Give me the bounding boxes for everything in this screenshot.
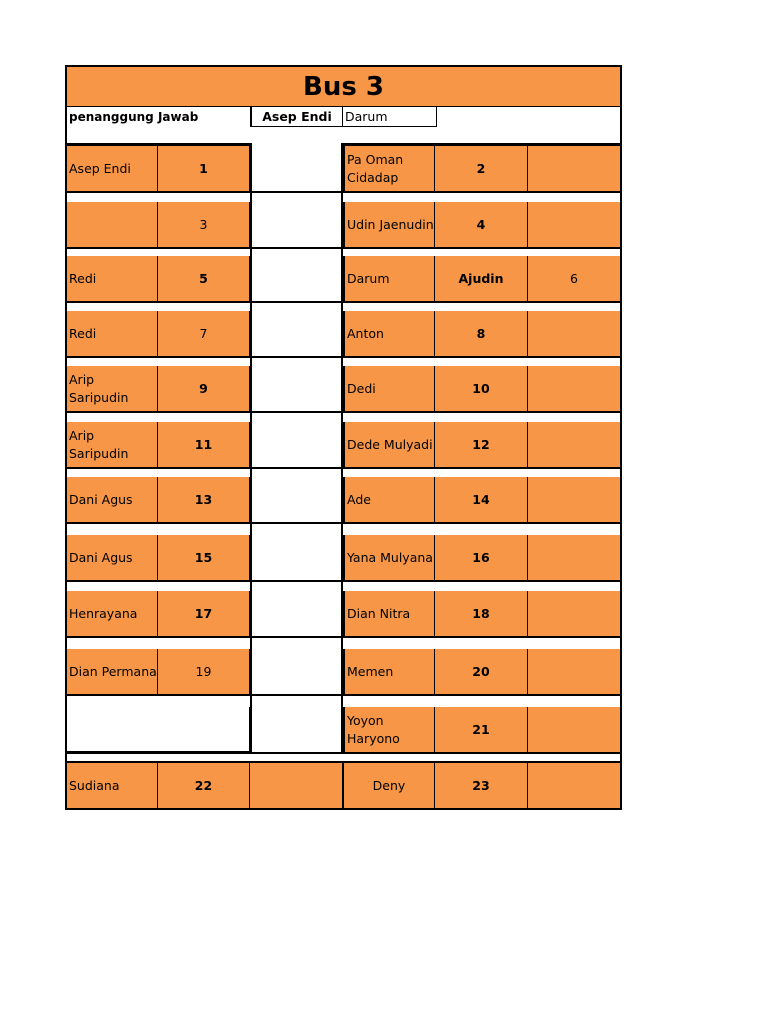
seat-left-name: Dani Agus: [67, 535, 158, 580]
row-divider: [67, 694, 620, 696]
seat-right-extra: [528, 311, 620, 356]
seat-right-name: Darum: [343, 256, 435, 301]
seat-right-name: Pa Oman Cidadap: [343, 146, 435, 191]
sheet-title: Bus 3: [67, 67, 620, 107]
seat-right-name: Anton: [343, 311, 435, 356]
seating-sheet: [65, 65, 622, 810]
row-divider: [67, 522, 620, 524]
seat-left-name: Asep Endi: [67, 146, 158, 191]
row-divider: [67, 301, 620, 303]
seat-left-number: 1: [158, 146, 250, 191]
seat-right-number: 4: [435, 202, 528, 247]
back-seat-left-number: 22: [158, 763, 250, 808]
seat-right-number: 14: [435, 477, 528, 522]
seat-right-number: 20: [435, 649, 528, 694]
seat-left-number: 7: [158, 311, 250, 356]
row-divider: [67, 752, 620, 754]
row-divider: [67, 467, 620, 469]
seat-right-name: Memen: [343, 649, 435, 694]
seat-left-name: Redi: [67, 311, 158, 356]
seat-left-number: 17: [158, 591, 250, 636]
seat-right-number: 10: [435, 366, 528, 411]
seat-right-number: 12: [435, 422, 528, 467]
seat-left-name: [67, 202, 158, 247]
seat-right-extra: [528, 707, 620, 752]
back-seat-left-name: Sudiana: [67, 763, 158, 808]
row-divider: [67, 411, 620, 413]
seat-left-number: 19: [158, 649, 250, 694]
responsible-name-1: Asep Endi: [250, 107, 343, 127]
back-seat-right-number: 23: [435, 763, 528, 808]
row-divider: [67, 356, 620, 358]
seat-right-name: Dedi: [343, 366, 435, 411]
seat-right-extra: [528, 146, 620, 191]
seat-right-name: Ade: [343, 477, 435, 522]
seat-right-name: Yoyon Haryono: [343, 707, 435, 752]
bus-aisle: [250, 143, 343, 753]
seat-left-number: 9: [158, 366, 250, 411]
back-seat-middle: [250, 763, 343, 808]
seat-right-name: Dede Mulyadi: [343, 422, 435, 467]
row-divider: [67, 247, 620, 249]
responsible-name-2: Darum: [343, 107, 437, 127]
seat-right-number: 2: [435, 146, 528, 191]
seat-right-number: Ajudin: [435, 256, 528, 301]
seat-right-extra: [528, 202, 620, 247]
seat-left-name: Arip Saripudin: [67, 366, 158, 411]
seat-left-number: 15: [158, 535, 250, 580]
seat-right-extra: [528, 422, 620, 467]
row-divider: [67, 191, 620, 193]
seat-right-extra: [528, 366, 620, 411]
seat-left-name: Redi: [67, 256, 158, 301]
seat-right-name: Udin Jaenudin: [343, 202, 435, 247]
seat-left-empty: [67, 707, 250, 752]
seat-left-number: 3: [158, 202, 250, 247]
row-divider: [67, 580, 620, 582]
seat-right-extra: 6: [528, 256, 620, 301]
responsible-label: penanggung Jawab: [69, 110, 199, 124]
seat-right-name: Dian Nitra: [343, 591, 435, 636]
seat-left-number: 5: [158, 256, 250, 301]
seat-right-extra: [528, 477, 620, 522]
seat-right-extra: [528, 649, 620, 694]
seat-left-name: Henrayana: [67, 591, 158, 636]
row-divider: [67, 636, 620, 638]
seat-right-name: Yana Mulyana: [343, 535, 435, 580]
seat-left-name: Arip Saripudin: [67, 422, 158, 467]
seat-right-number: 18: [435, 591, 528, 636]
seat-right-number: 16: [435, 535, 528, 580]
seat-left-name: Dani Agus: [67, 477, 158, 522]
seat-left-number: 11: [158, 422, 250, 467]
seat-left-number: 13: [158, 477, 250, 522]
seat-right-extra: [528, 591, 620, 636]
seat-right-number: 21: [435, 707, 528, 752]
seat-right-number: 8: [435, 311, 528, 356]
back-seat-right-extra: [528, 763, 620, 808]
seat-left-name: Dian Permana: [67, 649, 158, 694]
seat-right-extra: [528, 535, 620, 580]
back-seat-right-name: Deny: [343, 763, 435, 808]
